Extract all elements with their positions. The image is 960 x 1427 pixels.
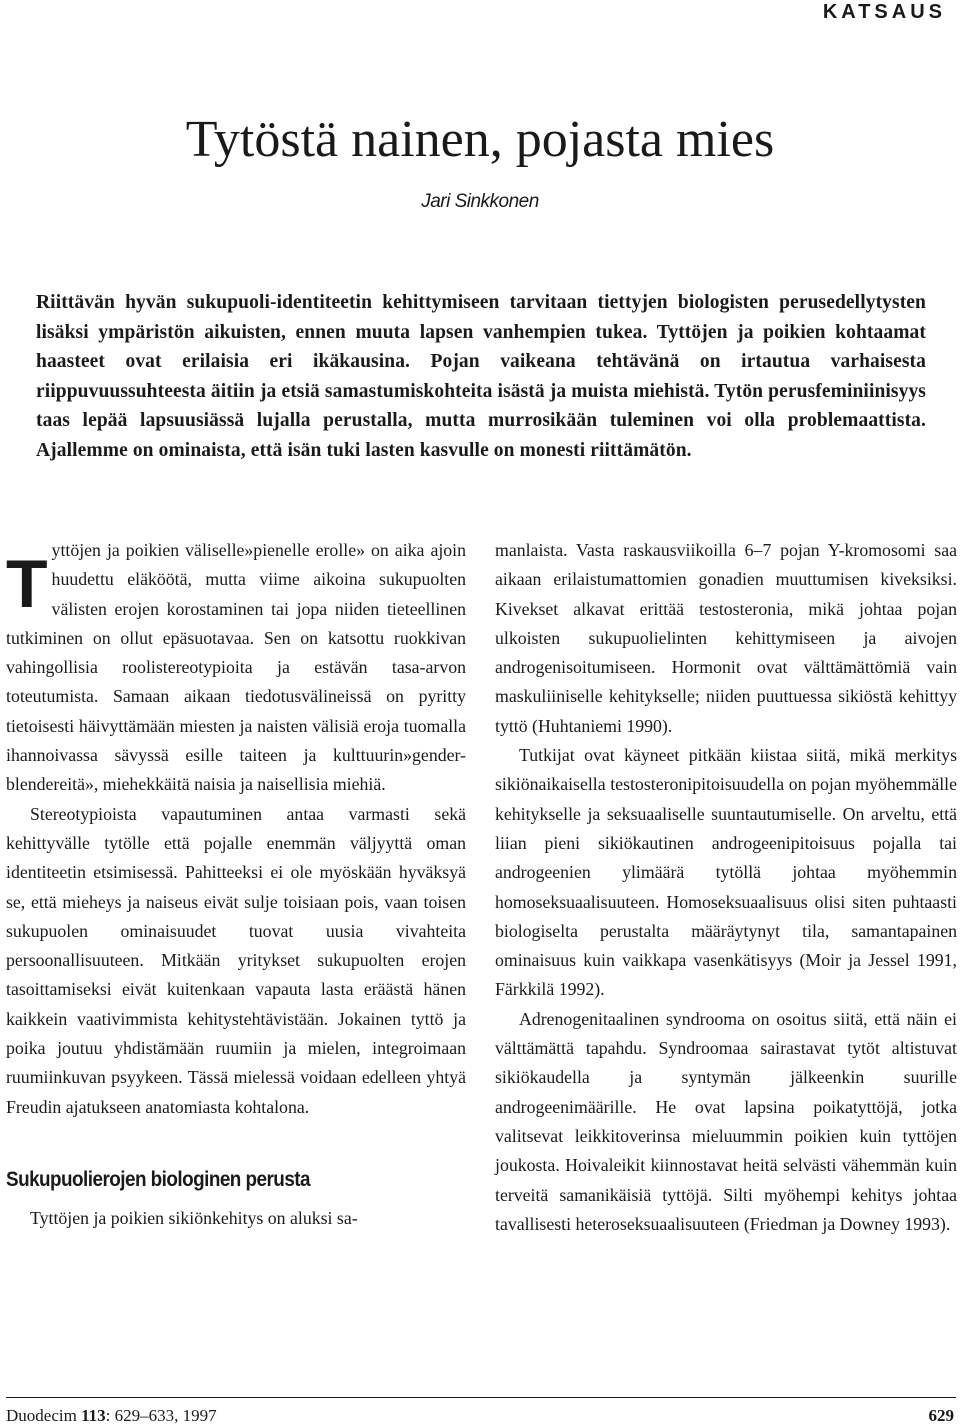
body-paragraph: Tyttöjen ja poikien sikiönkehitys on aluksi sa- <box>30 1207 358 1228</box>
body-paragraph: Adrenogenitaalinen syndrooma on osoitus siitä, että näin ei välttämättä tapahdu. Syndroomaa sairastavat tytöt altistuvat sikiökaudella ja syntymän jälkeenkin suurille androgeenimäärille. He ovat lapsina poikatyttöjä, jotka valitsevat leikkitoverinsa mieluummin poikien kuin tyttöjen joukosta. Hoivaleikit kiinnostavat heitä selvästi vähemmän kuin terveitä samanikäisiä tyttöjä. Silti myöhempi kehitys johtaa tavallisesti heteroseksuaalisuuteen (Friedman ja Downey 1993). <box>495 1008 957 1234</box>
page-number: 629 <box>928 1406 954 1425</box>
journal-pages: : 629–633, 1997 <box>105 1406 217 1425</box>
footer-divider <box>6 1397 956 1398</box>
right-column <box>495 536 957 1239</box>
journal-name: Duodecim <box>6 1406 77 1425</box>
journal-citation <box>6 1405 217 1427</box>
intro-paragraph <box>6 536 466 800</box>
section-heading: Sukupuolierojen biologinen perusta <box>6 1167 311 1191</box>
intro-paragraph-text: yttöjen ja poikien väliselle»pienelle erolle» on aika ajoin huudettu eläköötä, mutta viime aikoina sukupuolten välisten erojen korostaminen tai jopa niiden tieteellinen tutkiminen on ollut epäsuotavaa. Sen on katsottu ruokkivan vahingollisia roolistereotypioita ja estävän tasa-arvon toteutumista. Samaan aikaan tiedotusvälineissä on pyritty tietoisesti häivyttämään miesten ja naisten välisiä eroja tuomalla ihannoivassa sävyssä esille taiteen ja kulttuurin»gender-blendereitä», miehekkäitä naisia ja naisellisia miehiä. <box>6 540 466 795</box>
body-paragraph: manlaista. Vasta raskausviikoilla 6–7 pojan Y-kromosomi saa aikaan erilaistumattomien gonadien muuttumisen kiveksiksi. Kivekset alkavat erittää testosteronia, mikä johtaa pojan ulkoisten sukupuolielinten kehittymiseen ja aivojen androgenisoitumiseen. Hormonit ovat välttämättömiä vain maskuliiniselle kehitykselle; niiden puuttuessa sikiöstä kehittyy tyttö (Huhtaniemi 1990). <box>495 540 957 736</box>
article-title: Tytöstä nainen, pojasta mies <box>185 111 775 168</box>
body-paragraph: Tutkijat ovat käyneet pitkään kiistaa siitä, mikä merkitys sikiönaikaisella testosteronipitoisuudella on pojan myöhemmälle kehitykselle ja seksuaaliselle suuntautumiselle. On arveltu, että liian pieni sikiökautinen androgeenipitoisuus pojalla tai androgeenien ylimäärä tytöllä johtaa myöhemmin homoseksuaalisuuteen. Homoseksuaalisuus olisi siten puhtaasti biologiselta perustalta määräytynyt tila, samantapainen ominaisuus kuin vaikkapa vasenkätisyys (Moir ja Jessel 1991, Färkkilä 1992). <box>495 745 957 1000</box>
body-paragraph: Stereotypioista vapautuminen antaa varmasti sekä kehittyvälle tytölle että pojalle enemmän väljyyttä oman identiteetin etsimisessä. Pahitteeksi ei ole myöskään hyväksyä se, että mieheys ja naiseus eivät sulje toisiaan pois, vaan toisen sukupuolen ominaisuudet tuovat uusia vivahteita persoonallisuuteen. Mitkään yritykset sukupuolten erojen tasoittamiseksi eivät kuitenkaan vapauta lasta eräästä hänen kaikkein vaativimmista kehitystehtävistään. Jokainen tyttö ja poika joutuu yhdistämään ruumiin ja mielen, integroimaan ruumiinkuvan psyykeen. Tässä mielessä voidaan edelleen yhtyä Freudin ajatukseen anatomiasta kohtalona. <box>6 803 466 1117</box>
author-name: Jari Sinkkonen <box>421 191 539 212</box>
section-label: KATSAUS <box>822 1 946 23</box>
abstract: Riittävän hyvän sukupuoli-identiteetin kehittymiseen tarvitaan tiettyjen biologisten perusedellytysten lisäksi ympäristön aikuisten, ennen muuta lapsen vanhempien tukea. Tyttöjen ja poikien kohtaamat haasteet ovat erilaisia eri ikäkausina. Pojan vaikeana tehtävänä on irtautua varhaisesta riippuvuussuhteesta äitiin ja etsiä samastumiskohteita isästä ja muista miehistä. Tytön perusfeminiinisyys taas lepää lapsuusiässä lujalla perustalla, mutta murrosikään tuleminen voi olla problemaattista. Ajallemme on ominaista, että isän tuki lasten kasvulle on monesti riittämätön. <box>36 292 926 461</box>
drop-cap: T <box>6 546 48 622</box>
journal-volume: 113 <box>81 1406 106 1425</box>
left-column <box>6 536 466 1233</box>
